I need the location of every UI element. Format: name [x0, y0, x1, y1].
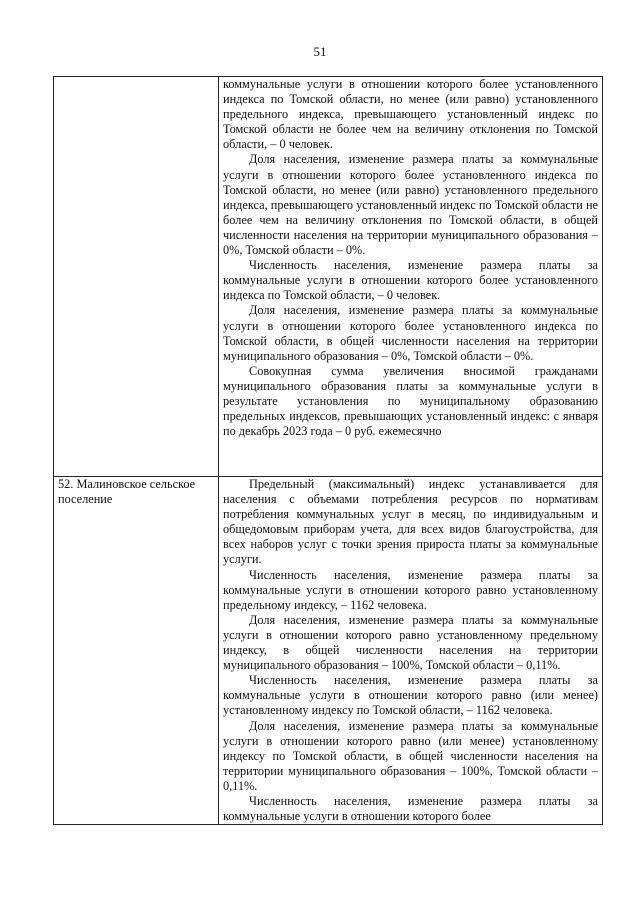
paragraph: Численность населения, изменение размера платы за коммунальные услуги в отношении которого равно (или менее) установленному индексу по Томской области, – 1162 человека.	[223, 673, 598, 718]
paragraph: Доля населения, изменение размера платы за коммунальные услуги в отношении которого равно (или менее) установленному индексу по Томской области, в общей численности населения на территории муниципального образования – 100%, Томской области – 0,11%.	[223, 718, 598, 793]
description-cell	[219, 77, 603, 477]
municipality-cell	[54, 77, 219, 477]
paragraph: Численность населения, изменение размера платы за коммунальные услуги в отношении которого более установленного индекса по Томской области, – 0 человек.	[223, 258, 598, 303]
municipality-name: 52. Малиновское сельское поселение	[58, 477, 196, 507]
paragraph: коммунальные услуги в отношении которого более установленного индекса по Томской области, но менее (или равно) установленного предельного индекса, превышающего установленный индекс по Томской области не более чем на величину отклонения по Томской области, – 0 человек.	[223, 77, 598, 152]
description-cell	[219, 477, 603, 825]
paragraph: Доля населения, изменение размера платы за коммунальные услуги в отношении которого более установленного индекса по Томской области, но менее (или равно) установленного предельного индекса, превышающего установленный индекс по Томской области не более чем на величину отклонения по Томской области, в общей численности населения на территории муниципального образования – 0%, Томской области – 0%.	[223, 152, 598, 258]
paragraph: Численность населения, изменение размера платы за коммунальные услуги в отношении которого равно установленному предельному индексу, – 1162 человека.	[223, 567, 598, 612]
paragraph: Доля населения, изменение размера платы за коммунальные услуги в отношении которого равно установленному предельному индексу, в общей численности населения на территории муниципального образования – 100%, Томской области – 0,11%.	[223, 612, 598, 673]
table-row	[54, 77, 603, 477]
page-number: 51	[313, 44, 327, 59]
paragraph: Предельный (максимальный) индекс устанавливается для населения с объемами потребления ресурсов по нормативам потребления коммунальных услуг в месяц, по индивидуальным и общедомовым приборам учета, для всех видов благоустройства, для всех наборов услуг с точки зрения прироста платы за коммунальные услуги.	[223, 477, 598, 567]
table-row	[54, 477, 603, 825]
municipality-cell	[54, 477, 219, 825]
municipal-index-table	[53, 76, 603, 825]
paragraph: Доля населения, изменение размера платы за коммунальные услуги в отношении которого более установленного индекса по Томской области, в общей численности населения на территории муниципального образования – 0%, Томской области – 0%.	[223, 303, 598, 363]
paragraph: Совокупная сумма увеличения вносимой гражданами муниципального образования платы за коммунальные услуги в результате установления по муниципальному образованию предельных индексов, превышающих установленный индекс: с января по декабрь 2023 года – 0 руб. ежемесячно	[223, 363, 598, 439]
paragraph: Численность населения, изменение размера платы за коммунальные услуги в отношении которого более	[223, 793, 598, 824]
